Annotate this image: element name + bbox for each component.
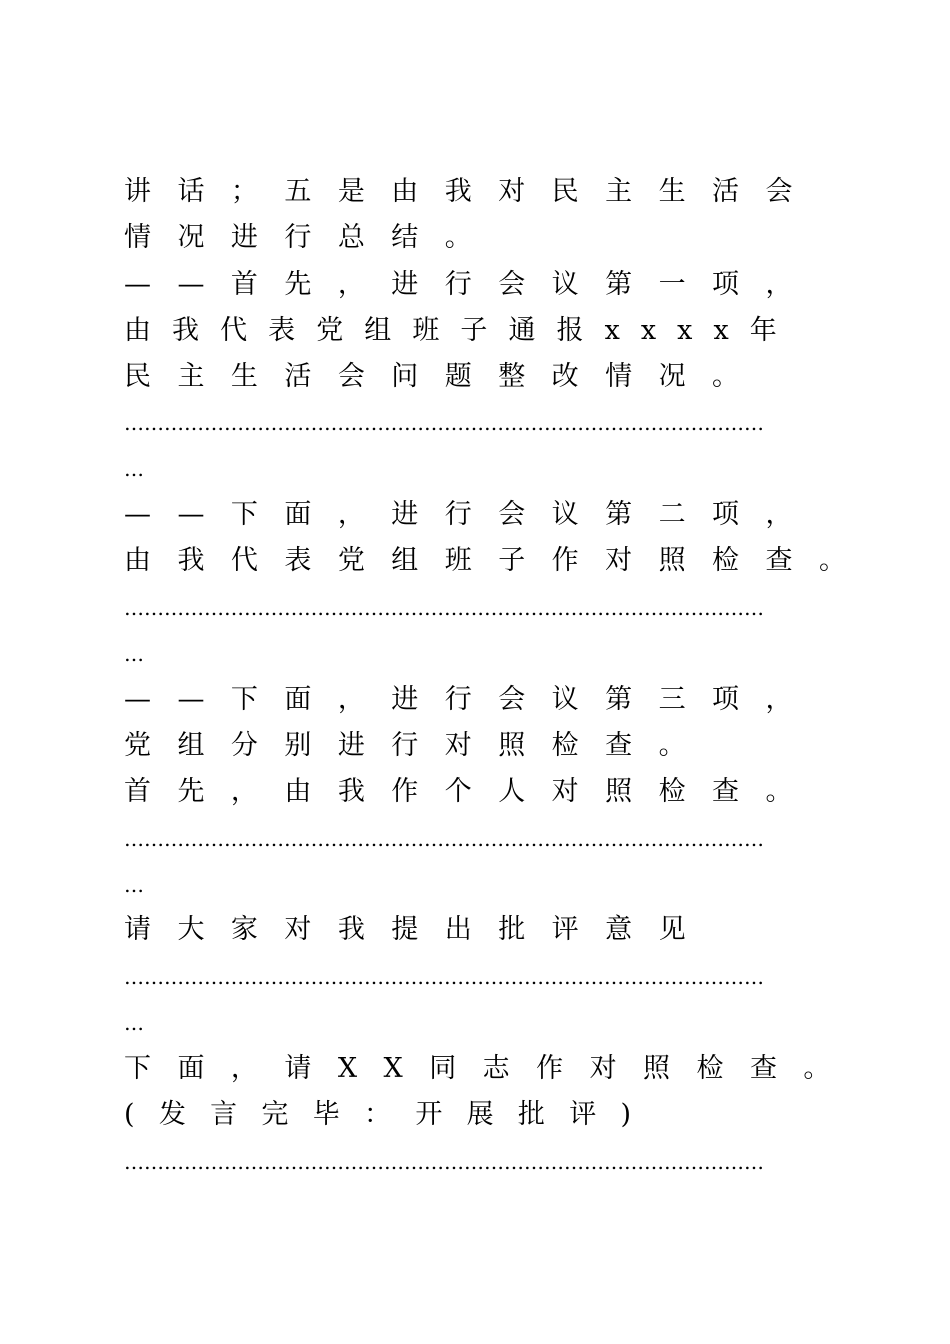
ellipsis-line-2: …………………………………………………………………………………… bbox=[124, 596, 764, 620]
text-line-11: 请大家对我提出批评意见 bbox=[124, 914, 713, 945]
ellipsis-line-5: …………………………………………………………………………………… bbox=[124, 1150, 764, 1174]
ellipsis-tail-3: … bbox=[124, 873, 144, 897]
text-line-6: ——下面，进行会议第二项， bbox=[124, 499, 819, 530]
ellipsis-line-1: …………………………………………………………………………………… bbox=[124, 411, 764, 435]
text-line-9: 党组分别进行对照检查。 bbox=[124, 730, 713, 761]
text-line-5: 民主生活会问题整改情况。 bbox=[124, 361, 766, 392]
ellipsis-line-3: …………………………………………………………………………………… bbox=[124, 827, 764, 851]
ellipsis-tail-4: … bbox=[124, 1011, 144, 1035]
text-line-4: 由我代表党组班子通报xxxx年 bbox=[124, 315, 798, 346]
ellipsis-line-4: …………………………………………………………………………………… bbox=[124, 965, 764, 989]
text-line-12: 下面，请XX同志作对照检查。 bbox=[124, 1053, 857, 1084]
text-line-2: 情况进行总结。 bbox=[124, 222, 499, 253]
text-line-10: 首先，由我作个人对照检查。 bbox=[124, 776, 819, 807]
ellipsis-tail-2: … bbox=[124, 642, 144, 666]
text-line-3: ——首先，进行会议第一项， bbox=[124, 269, 819, 300]
text-line-7: 由我代表党组班子作对照检查。 bbox=[124, 545, 873, 576]
text-line-13: (发言完毕：开展批评) bbox=[124, 1099, 656, 1130]
ellipsis-tail-1: … bbox=[124, 457, 144, 481]
text-line-8: ——下面，进行会议第三项， bbox=[124, 684, 819, 715]
text-line-1: 讲话；五是由我对民主生活会 bbox=[124, 176, 819, 207]
